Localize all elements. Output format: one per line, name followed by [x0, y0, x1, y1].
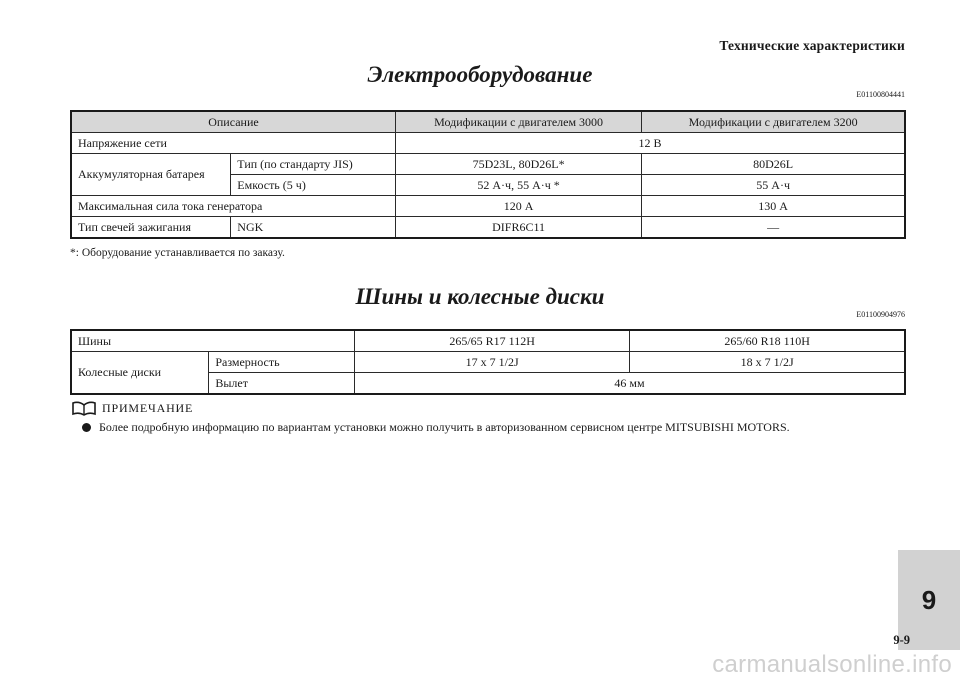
row-label: Напряжение сети — [71, 133, 395, 154]
table-row — [71, 352, 905, 373]
column-header: Модификации с двигателем 3000 — [395, 111, 641, 133]
row-sublabel: NGK — [231, 217, 396, 239]
table-row — [71, 154, 905, 175]
row-label: Шины — [71, 330, 355, 352]
row-label: Тип свечей зажигания — [71, 217, 231, 239]
note-hand-icon — [72, 400, 96, 416]
row-label: Максимальная сила тока генератора — [71, 196, 395, 217]
table-row — [71, 196, 905, 217]
cell-value: 52 А·ч, 55 А·ч * — [395, 175, 641, 196]
chapter-number: 9 — [921, 584, 937, 615]
cell-value: 46 мм — [355, 373, 905, 395]
page-header-title: Технические характеристики — [719, 38, 905, 53]
note-block — [72, 398, 790, 435]
row-sublabel: Емкость (5 ч) — [231, 175, 396, 196]
page-number: 9-9 — [893, 633, 910, 647]
row-label: Аккумуляторная батарея — [71, 154, 231, 196]
row-sublabel: Вылет — [209, 373, 355, 395]
row-sublabel: Размерность — [209, 352, 355, 373]
cell-value: 130 А — [642, 196, 905, 217]
watermark: carmanualsonline.info — [712, 651, 952, 678]
electrical-spec-table — [70, 110, 906, 239]
row-sublabel: Тип (по стандарту JIS) — [231, 154, 396, 175]
cell-value: 265/60 R18 110H — [630, 330, 905, 352]
cell-value: — — [642, 217, 905, 239]
cell-value: 80D26L — [642, 154, 905, 175]
tires-spec-table — [70, 329, 906, 395]
column-header: Описание — [71, 111, 395, 133]
cell-value: 120 А — [395, 196, 641, 217]
electrical-footnote: *: Оборудование устанавливается по заказу. — [70, 247, 285, 259]
cell-value: 12 В — [395, 133, 905, 154]
cell-value: DIFR6C11 — [395, 217, 641, 239]
section-code-tires: E01100904976 — [856, 310, 905, 319]
table-row — [71, 217, 905, 239]
table-row — [71, 330, 905, 352]
note-text: Более подробную информацию по вариантам установки можно получить в авторизованном сервисном центре MITSUBISHI MOTORS. — [99, 420, 790, 434]
cell-value: 17 x 7 1/2J — [355, 352, 630, 373]
cell-value: 75D23L, 80D26L* — [395, 154, 641, 175]
bullet-icon — [82, 423, 91, 432]
note-header — [72, 398, 790, 418]
cell-value: 55 А·ч — [642, 175, 905, 196]
cell-value: 18 x 7 1/2J — [630, 352, 905, 373]
list-item — [72, 420, 790, 435]
section-title-electrical: Электрооборудование — [367, 62, 593, 87]
table-header-row — [71, 111, 905, 133]
note-title: ПРИМЕЧАНИЕ — [102, 400, 194, 415]
section-code-electrical: E01100804441 — [856, 90, 905, 99]
column-header: Модификации с двигателем 3200 — [642, 111, 905, 133]
section-title-tires: Шины и колесные диски — [355, 284, 605, 309]
cell-value: 265/65 R17 112H — [355, 330, 630, 352]
table-row — [71, 133, 905, 154]
row-label: Колесные диски — [71, 352, 209, 395]
